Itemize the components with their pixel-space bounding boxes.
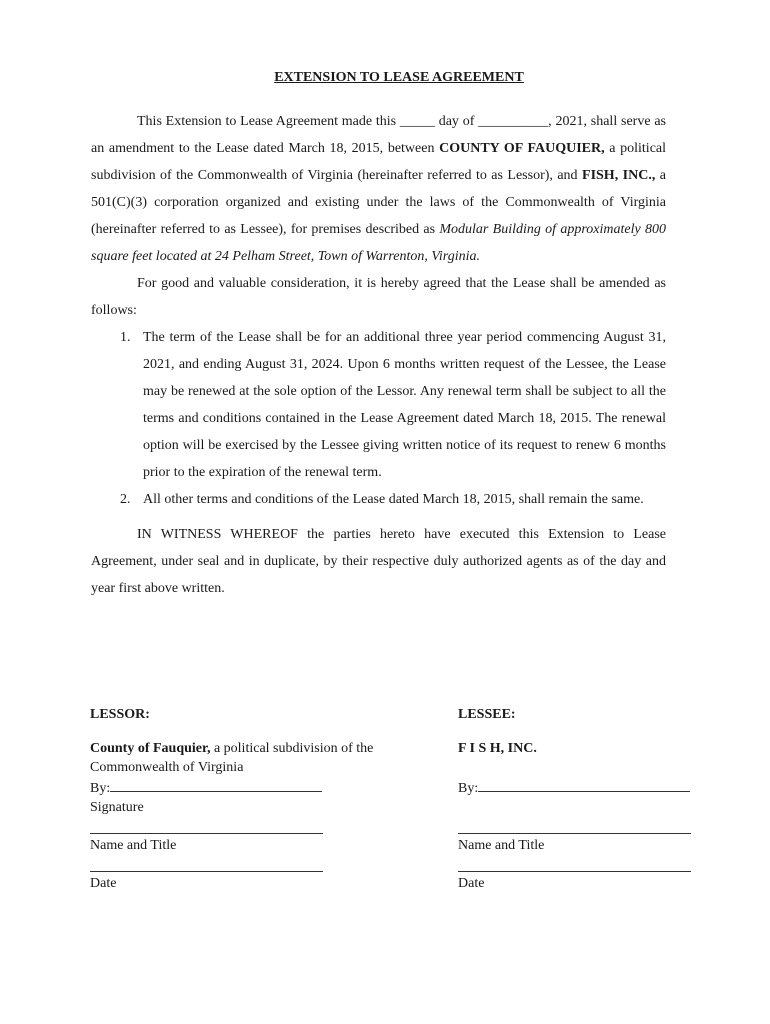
term-number: 1. xyxy=(120,330,131,345)
lessor-by-line xyxy=(90,777,380,798)
lessor-date-field[interactable] xyxy=(90,855,323,872)
term-text: All other terms and conditions of the Lease dated March 18, 2015, shall remain the same. xyxy=(143,492,644,507)
list-item xyxy=(91,324,666,486)
lessee-signature-block xyxy=(458,705,708,893)
lessor-signature-label: Signature xyxy=(90,800,144,815)
lessee-name-title-field[interactable] xyxy=(458,817,691,834)
consideration-paragraph: For good and valuable consideration, it is hereby agreed that the Lease shall be amended as follows: xyxy=(91,276,666,318)
intro-text-2: a political subdivision of the Commonwealth of Virginia (hereinafter referred to as Lessor), and xyxy=(91,141,667,183)
lessor-date-label: Date xyxy=(90,876,117,891)
intro-paragraph xyxy=(91,108,666,270)
intro-text-3: a 501(C)(3) corporation organized and existing under the laws of the Commonwealth of Virginia (hereinafter referred to as Lessee), for premises described as xyxy=(91,168,666,237)
lessee-party-bold: F I S H, INC. xyxy=(458,741,537,756)
lessor-party-rest: a political subdivision of the Commonwealth of Virginia xyxy=(90,741,374,775)
lessee-by-field[interactable] xyxy=(478,777,690,792)
lessee-spacer xyxy=(458,798,708,817)
witness-paragraph: IN WITNESS WHEREOF the parties hereto have executed this Extension to Lease Agreement, under seal and in duplicate, by their respective duly authorized agents as of the day and year first above written. xyxy=(91,527,666,596)
lessor-header: LESSOR: xyxy=(90,707,150,722)
lessor-signature-block xyxy=(90,705,380,893)
document-body xyxy=(91,108,666,602)
lessor-by-field[interactable] xyxy=(110,777,322,792)
term-text: The term of the Lease shall be for an additional three year period commencing August 31, 2021, and ending August 31, 2024. Upon 6 months written request of the Lessee, the Lease may be renewed at the sole option of the Lessor. Any renewal term shall be subject to all the terms and conditions contained in the Lease Agreement dated March 18, 2015. The renewal option will be exercised by the Lessee giving written notice of its request to renew 6 months prior to the expiration of the renewal term. xyxy=(143,330,666,480)
lessor-name-title-label: Name and Title xyxy=(90,838,177,853)
lessee-date-label: Date xyxy=(458,876,485,891)
lessee-date-field[interactable] xyxy=(458,855,691,872)
premises-description: Modular Building of approximately 800 square feet located at 24 Pelham Street, Town of Warrenton, Virginia. xyxy=(91,222,666,264)
lessee-by-line xyxy=(458,777,708,798)
intro-text-1: This Extension to Lease Agreement made this _____ day of __________, 2021, shall serve as an amendment to the Lease dated March 18, 2015, between xyxy=(91,114,666,156)
lessee-header: LESSEE: xyxy=(458,707,516,722)
document-title: EXTENSION TO LEASE AGREEMENT xyxy=(274,70,524,85)
term-number: 2. xyxy=(120,492,131,507)
lessee-name-bold: FISH, INC., xyxy=(582,168,656,183)
lessor-by-label: By: xyxy=(90,781,111,796)
list-item xyxy=(91,486,666,513)
lessor-party-bold: County of Fauquier, xyxy=(90,741,211,756)
lessor-name-bold: COUNTY OF FAUQUIER, xyxy=(439,141,605,156)
terms-list xyxy=(91,324,666,513)
lessor-name-title-field[interactable] xyxy=(90,817,323,834)
lessor-party xyxy=(90,739,380,777)
lessee-name-title-label: Name and Title xyxy=(458,838,545,853)
lessee-by-label: By: xyxy=(458,781,479,796)
